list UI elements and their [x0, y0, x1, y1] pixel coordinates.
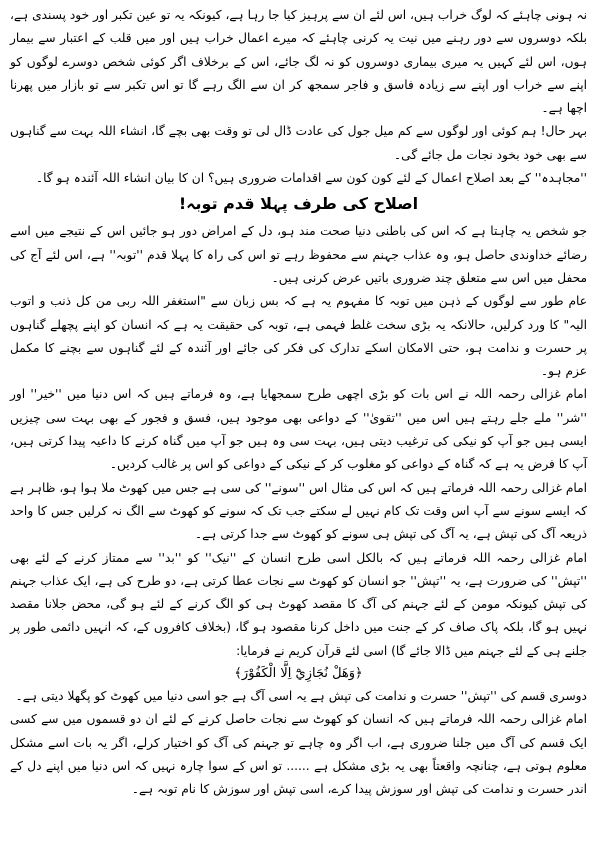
paragraph-10: امام غزالی رحمہ اللہ فرماتے ہیں کہ انسان کو کھوٹ سے نجات حاصل کرنے کے لئے ان دو قسموں میں سے کسی ایک قسم کی آگ میں جلنا ضروری ہے، اب اگر وہ چاہے تو جہنم کی آگ کو اختیار کرلے، اگر یہ بات اسے مشکل معلوم ہوتی ہے، چنانچہ واقعتاً بھی یہ بڑی مشکل ہے ...... تو اس کے سوا چارہ نہیں کہ اس دنیا میں اپنے دل کے اندر حسرت و ندامت کی تپش اور سوزش پیدا کرے، اسی تپش اور سوزش کا نام توبہ ہے۔	[10, 712, 587, 797]
paragraph-4: جو شخص یہ چاہتا ہے کہ اس کی باطنی دنیا صحت مند ہو، دل کے امراض دور ہو جائیں اس کے نتیجے میں اسے رضائے خداوندی حاصل ہو، وہ عذاب جہنم سے محفوظ رہے تو اس کی راہ کا پہلا قدم ''توبہ'' ہے، اس لئے آج کی محفل میں اس سے متعلق چند ضروری باتیں عرض کرنی ہیں۔	[10, 224, 587, 285]
paragraph-9: دوسری قسم کی ''تپش'' حسرت و ندامت کی تپش ہے یہ اسی آگ ہے جو اسی دنیا میں کھوٹ کو پگھلا دیتی ہے۔	[15, 689, 587, 704]
paragraph-8: امام غزالی رحمہ اللہ فرماتے ہیں کہ بالکل اسی طرح انسان کے ''نیک'' کو ''بد'' سے ممتاز کرنے کے لئے بھی ''تپش'' کی ضرورت ہے، یہ ''تپش'' جو انسان کو کھوٹ سے نجات عطا کرتی ہے، دو طرح کی ہے، ایک عذاب جہنم کی تپش کیونکہ مومن کے لئے جہنم کی آگ کا مقصد کھوٹ ہی کو الگ کرنے کے لئے ہو گی، محض جلانا مقصد نہیں ہو گا، بلکہ پاک صاف کر کے جنت میں داخل کرنا مقصود ہو گا، (بخلاف کافروں کے، کہ انہیں دائمی طور پر جلنے ہی کے لئے جہنم میں ڈالا جائے گا) اسی لئے قرآن کریم نے فرمایا:	[10, 550, 587, 658]
section-heading: اصلاح کی طرف پہلا قدم توبہ!	[178, 194, 419, 214]
paragraph-7: امام غزالی رحمہ اللہ فرماتے ہیں کہ اس کی مثال اس ''سونے'' کی سی ہے جس میں کھوٹ ملا ہوا ہو، ظاہر ہے کہ ایسے سونے سے آپ اس وقت تک کام نہیں لے سکتے جب تک کہ سونے کو کھوٹ سے الگ نہ کرلیں جس کا واحد ذریعہ آگ کی تپش ہے، یہ آگ کی تپش ہی سونے کو کھوٹ سے جدا کرتی ہے۔	[10, 480, 587, 542]
paragraph-2: بہر حال! ہم کوئی اور لوگوں سے کم میل جول کی عادت ڈال لی تو وقت بھی بچے گا، انشاء اللہ بہت سے گناہوں سے بھی خود بخود نجات مل جائے گی۔	[10, 124, 587, 162]
paragraph-3: ''مجاہدہ'' کے بعد اصلاح اعمال کے لئے کون کون سے اقدامات ضروری ہیں؟ ان کا بیان انشاء اللہ آئندہ ہو گا۔	[35, 171, 587, 186]
paragraph-1: نہ ہونی چاہئے کہ لوگ خراب ہیں، اس لئے ان سے پرہیز کیا جا رہا ہے، کیونکہ یہ تو عین تکبر اور خود پسندی ہے، بلکہ دوسروں سے دور رہنے میں نیت یہ کرنی چاہئے کہ میرے اعمال خراب ہیں اور میں قلب کے اعتبار سے بیمار ہوں، اس لئے کہیں یہ میری بیماری دوسروں کو نہ لگ جائے، اس کے برخلاف اگر کوئی شخص دوسرے لوگوں کو اپنے سے خراب اور اپنے سے زیادہ فاسق و فاجر سمجھ کر ان سے الگ رہے گا تو اس تکبر سے تو بازار میں پھرنا اچھا ہے۔	[10, 8, 587, 116]
paragraph-5: عام طور سے لوگوں کے ذہن میں توبہ کا مفہوم یہ ہے کہ بس زبان سے "استغفر اللہ ربی من کل ذنب و اتوب الیہ" کا ورد کرلیں، حالانکہ یہ بڑی سخت غلط فہمی ہے، توبہ کی حقیقت یہ ہے کہ انسان کو اپنے پچھلے گناہوں پر حسرت و ندامت ہو، حتی الامکان اسکے تدارک کی فکر کی جائے اور آئندہ کے لئے گناہوں سے بچنے کا مکمل عزم ہو۔	[10, 294, 587, 379]
paragraph-6: امام غزالی رحمہ اللہ نے اس بات کو بڑی اچھی طرح سمجھایا ہے، وہ فرماتے ہیں کہ اس دنیا میں ''خیر'' اور ''شر'' ملے جلے رہتے ہیں اس میں ''تقویٰ'' کے دواعی بھی موجود ہیں، فسق و فجور کے بھی بہت سی چیزیں ایسی ہیں جو آپ کو نیکی کی ترغیب دیتی ہیں، بہت سی وہ ہیں جو آپ میں گناہ کرنے کا داعیہ پیدا کرتی ہیں، آپ کا فرض یہ ہے کہ گناہ کے دواعی کو مغلوب کر کے نیکی کے دواعی کو اس پر غالب کردیں۔	[10, 387, 587, 472]
quran-verse: ﴿وَهَلْ نُجَازِيْٓ اِلَّا الْكَفُوْرَ﴾	[234, 666, 363, 682]
